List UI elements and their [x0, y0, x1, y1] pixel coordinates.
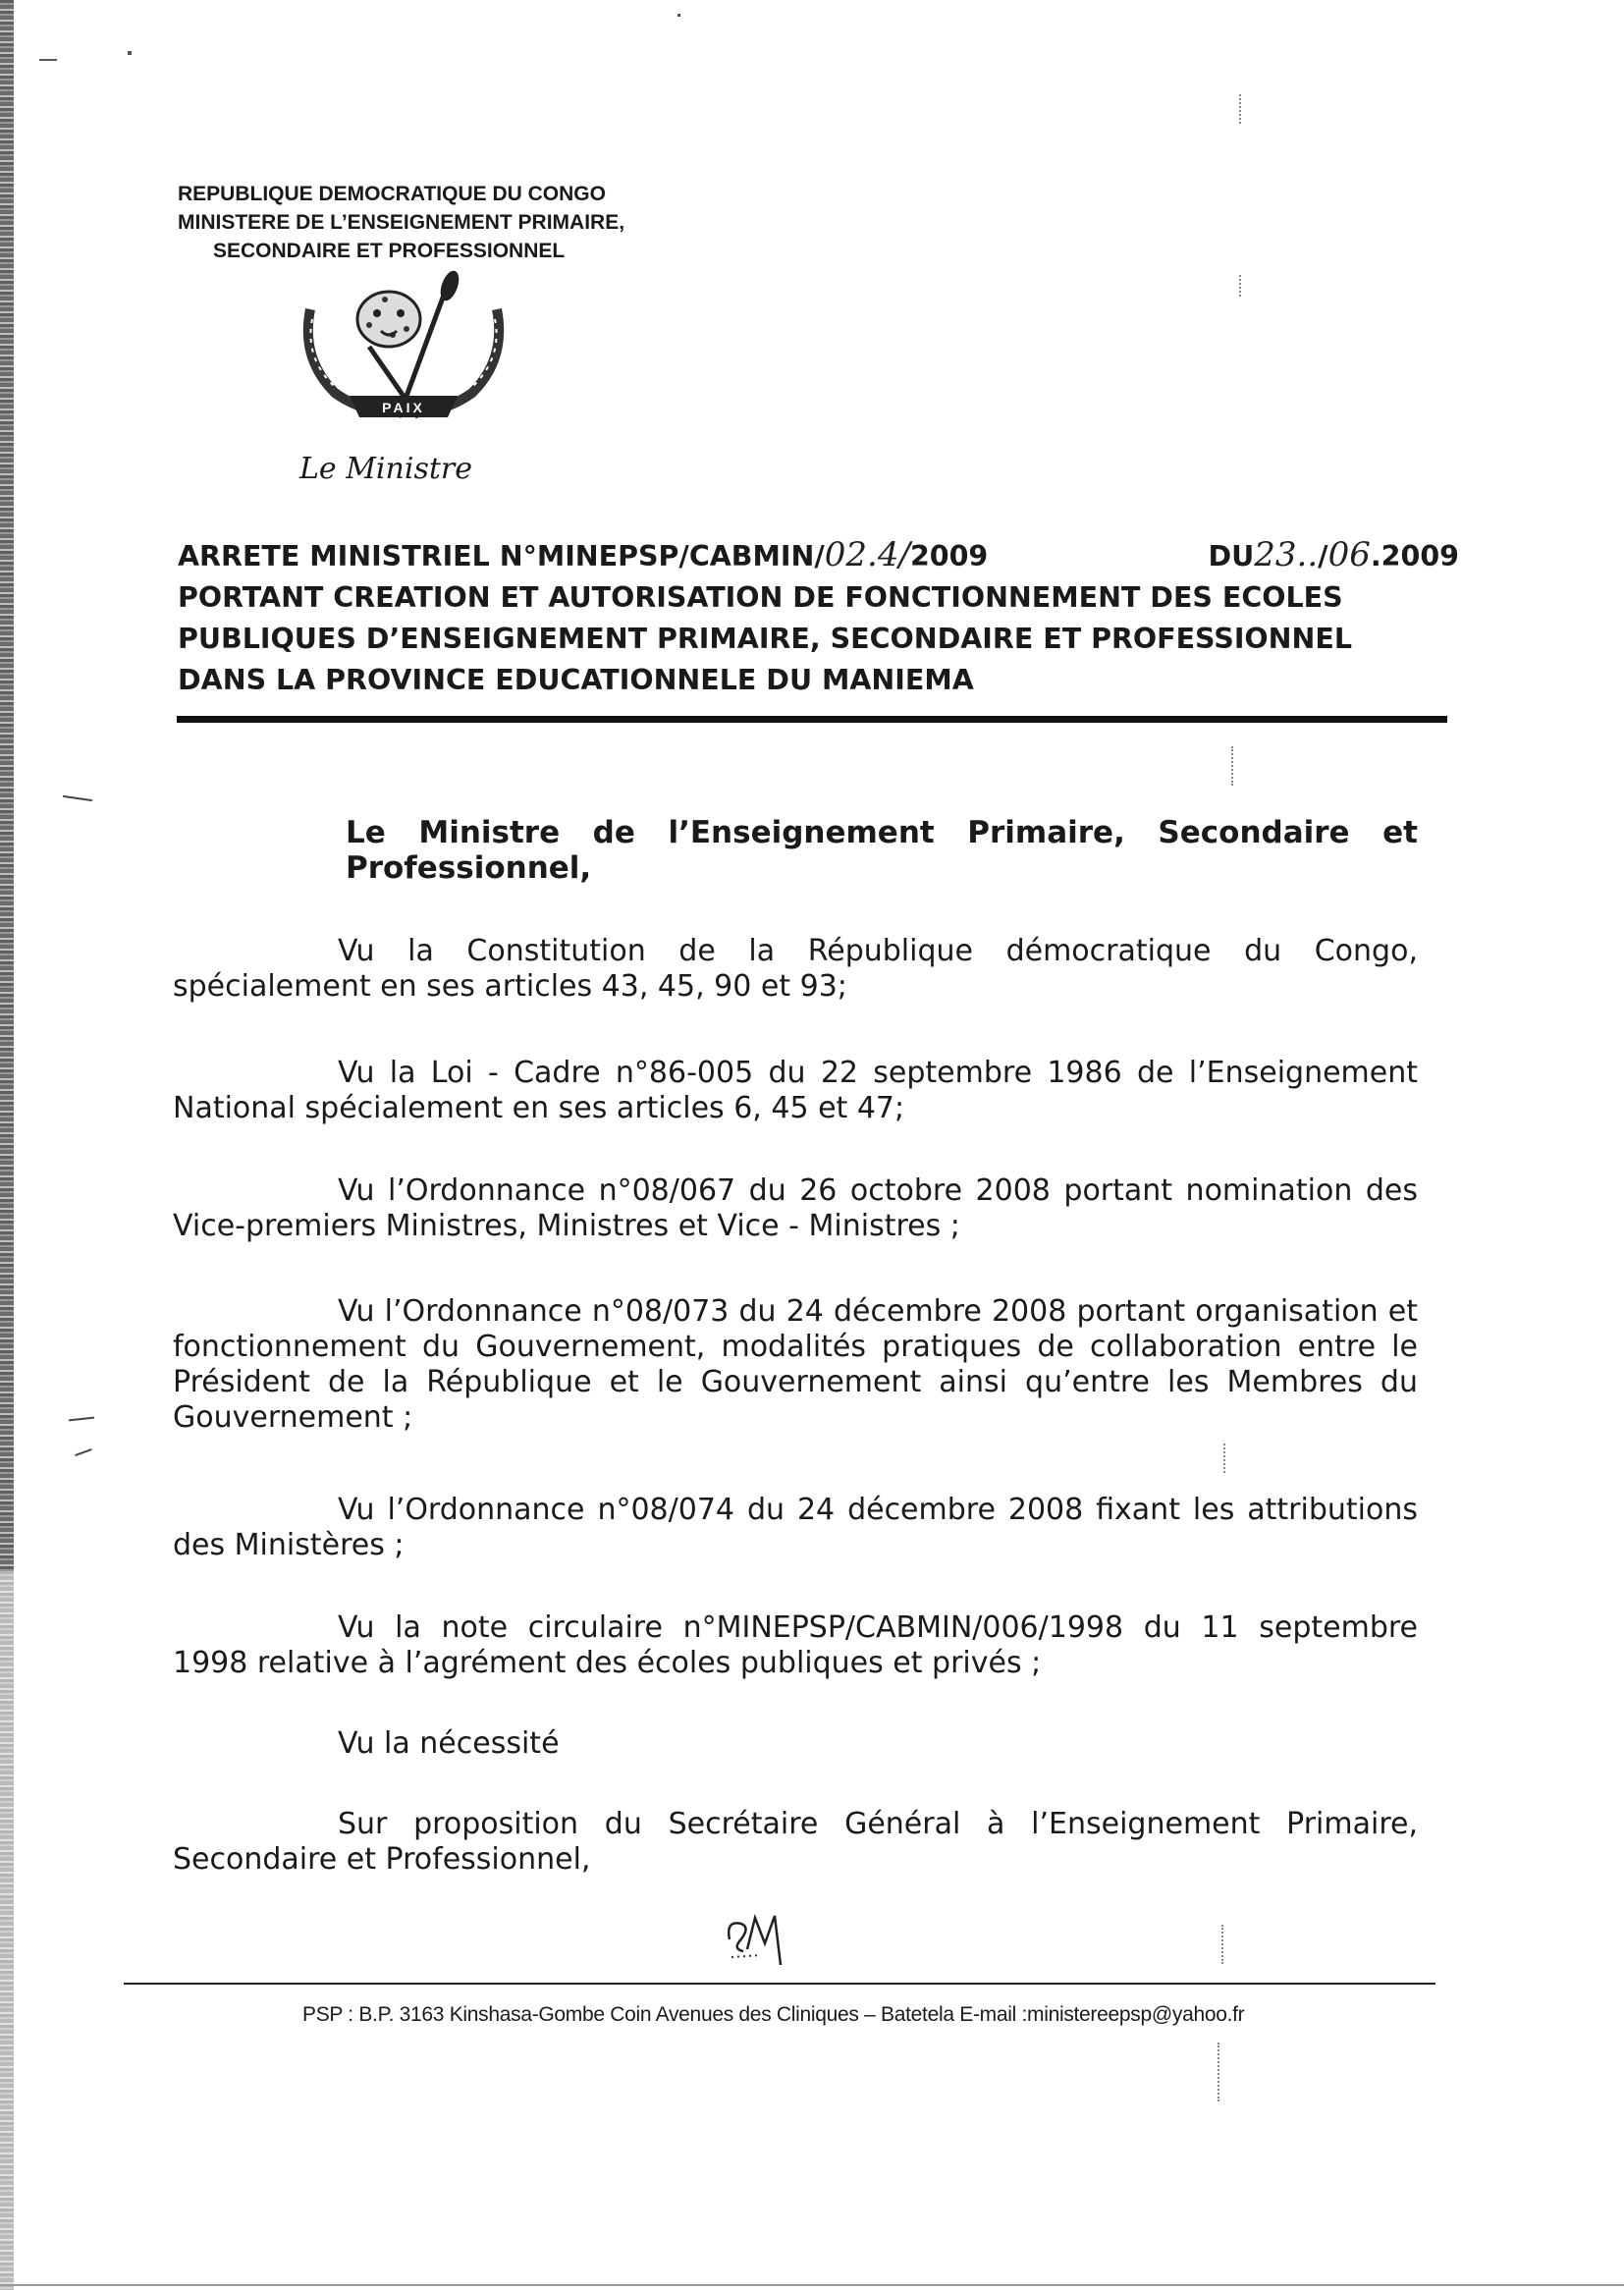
scan-dots — [1239, 94, 1241, 124]
recital-proposal: Sur proposition du Secrétaire Général à l’Enseignement Primaire, Secondaire et Professionnel, — [173, 1807, 1418, 1877]
title-divider — [177, 716, 1447, 723]
footer-address: PSP : B.P. 3163 Kinshasa-Gombe Coin Avenues des Cliniques – Batetela E-mail :ministereepsp@yahoo.fr — [302, 2003, 1245, 2026]
scan-speck — [128, 51, 132, 55]
letterhead — [178, 180, 767, 265]
decree-day-handwritten: 23.. — [1254, 535, 1319, 574]
decree-month-handwritten: 06 — [1327, 535, 1371, 574]
scan-dots — [1239, 275, 1241, 297]
recital-ordinance-073: Vu l’Ordonnance n°08/073 du 24 décembre 2008 portant organisation et fonctionnement du Gouvernement, modalités pratiques de collaboration entre le Président de la République et le Gouvernement ainsi qu’entre les Membres du Gouvernement ; — [173, 1294, 1418, 1435]
decree-number-handwritten: 02.4/ — [824, 535, 910, 574]
letterhead-country: REPUBLIQUE DEMOCRATIQUE DU CONGO — [178, 183, 606, 205]
decree-date-label: DU — [1208, 540, 1255, 572]
letterhead-ministry-cont: SECONDAIRE ET PROFESSIONNEL — [213, 240, 566, 262]
scan-speck — [677, 14, 680, 17]
scan-bottom-line — [0, 2284, 1624, 2286]
minister-heading: Le Ministre de l’Enseignement Primaire, Secondaire et Professionnel, — [346, 815, 1418, 886]
scan-mark — [69, 1417, 94, 1422]
scan-dots — [1218, 2043, 1219, 2101]
scan-mark — [75, 1448, 92, 1456]
decree-title — [178, 534, 1459, 701]
footer-divider — [124, 1983, 1435, 1985]
decree-title-line3: PUBLIQUES D’ENSEIGNEMENT PRIMAIRE, SECONDAIRE ET PROFESSIONNEL — [178, 623, 1352, 655]
coat-of-arms-icon — [291, 270, 516, 437]
recital-constitution: Vu la Constitution de la République démocratique du Congo, spécialement en ses articles 43, 45, 90 et 93; — [173, 934, 1418, 1004]
recital-necessity: Vu la nécessité — [338, 1726, 560, 1761]
decree-date-slash: / — [1318, 540, 1328, 572]
recital-ordinance-067: Vu l’Ordonnance n°08/067 du 26 octobre 2008 portant nomination des Vice-premiers Ministres, Ministres et Vice - Ministres ; — [173, 1173, 1418, 1243]
letterhead-ministry: MINISTERE DE L’ENSEIGNEMENT PRIMAIRE, — [178, 211, 625, 234]
recital-framework-law: Vu la Loi - Cadre n°86-005 du 22 septembre 1986 de l’Enseignement National spécialement en ses articles 6, 45 et 47; — [173, 1056, 1418, 1125]
recital-ordinance-074: Vu l’Ordonnance n°08/074 du 24 décembre 2008 fixant les attributions des Ministères ; — [173, 1493, 1418, 1562]
decree-number-prefix: ARRETE MINISTRIEL N°MINEPSP/CABMIN/ — [178, 540, 825, 572]
decree-year: 2009 — [909, 540, 989, 572]
initials-signature-icon — [722, 1910, 800, 1969]
scan-mark — [63, 795, 92, 801]
decree-title-line1 — [178, 534, 1459, 577]
minister-signature-label: Le Ministre — [299, 452, 472, 486]
decree-title-line2: PORTANT CREATION ET AUTORISATION DE FONCTIONNEMENT DES ECOLES — [178, 581, 1343, 614]
scan-left-edge-lower — [0, 1571, 14, 2290]
scan-speck — [39, 59, 57, 61]
decree-title-line4: DANS LA PROVINCE EDUCATIONNELE DU MANIEMA — [178, 664, 974, 696]
scan-dots — [1231, 746, 1233, 786]
scan-dots — [1221, 1925, 1223, 1964]
recital-circular-note: Vu la note circulaire n°MINEPSP/CABMIN/006/1998 du 11 septembre 1998 relative à l’agrément des écoles publiques et privés ; — [173, 1610, 1418, 1680]
scan-dots — [1223, 1444, 1225, 1473]
decree-date-year: .2009 — [1370, 540, 1459, 572]
emblem-motto: PAIX — [382, 400, 425, 415]
scan-left-edge — [0, 0, 14, 1571]
